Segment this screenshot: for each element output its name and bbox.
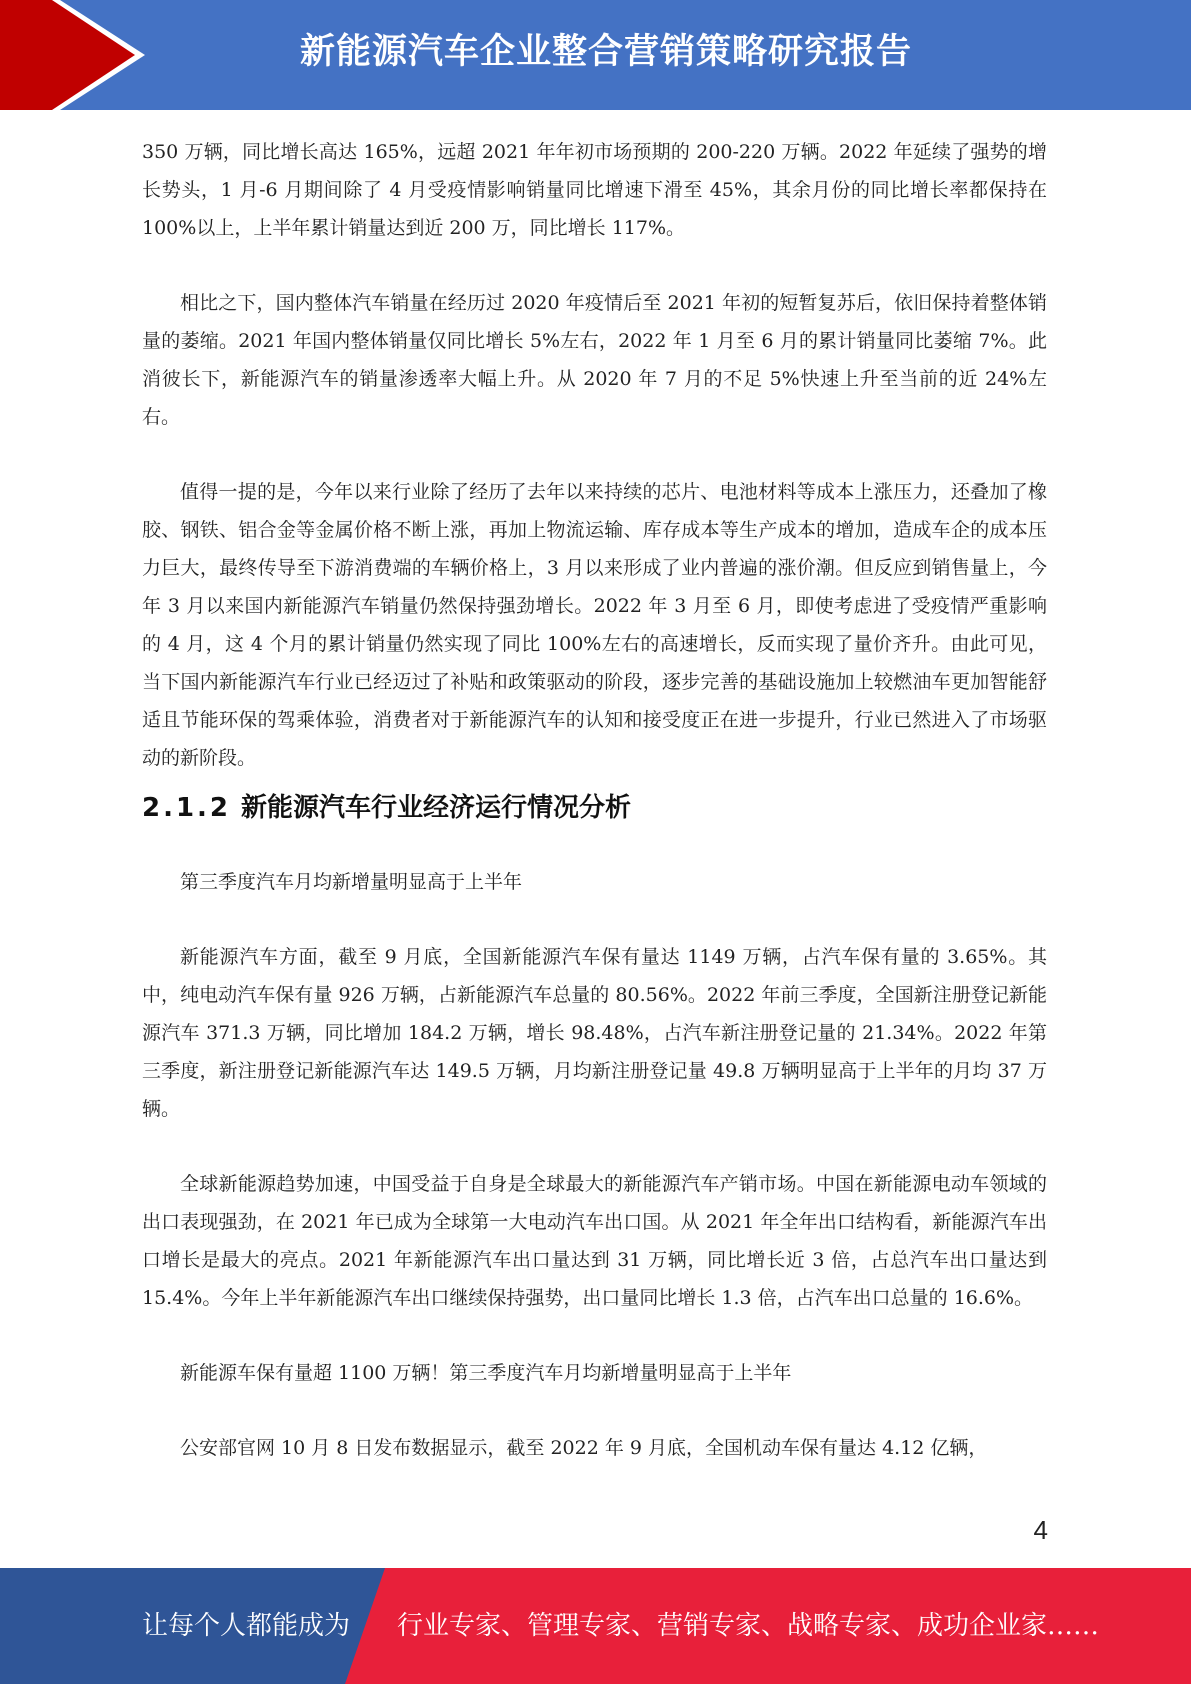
section-number: 2.1.2 xyxy=(142,793,232,823)
section-title: 新能源汽车行业经济运行情况分析 xyxy=(241,793,632,823)
footer-banner xyxy=(0,1568,1191,1684)
page-number: 4 xyxy=(1033,1515,1048,1545)
header-arrow-icon xyxy=(0,0,160,110)
paragraph: 350 万辆，同比增长高达 165%，远超 2021 年年初市场预期的 200-220 万辆。2022 年延续了强势的增长势头，1 月-6 月期间除了 4 月受疫情影响销量同比增速下滑至 45%，其余月份的同比增长率都保持在 100%以上，上半年累计销量达到近 200 万，同比增长 117%。 xyxy=(142,141,1047,239)
document-body xyxy=(142,133,1047,1467)
footer-slogan-left: 让每个人都能成为 xyxy=(142,1611,351,1641)
footer-slogan-right: 行业专家、管理专家、营销专家、战略专家、成功企业家…… xyxy=(397,1611,1100,1641)
paragraph: 新能源车保有量超 1100 万辆！第三季度汽车月均新增量明显高于上半年 xyxy=(180,1362,792,1384)
report-title: 新能源汽车企业整合营销策略研究报告 xyxy=(300,32,913,72)
paragraph: 全球新能源趋势加速，中国受益于自身是全球最大的新能源汽车产销市场。中国在新能源电动车领域的出口表现强劲，在 2021 年已成为全球第一大电动汽车出口国。从 2021 年全年出口结构看，新能源汽车出口增长是最大的亮点。2021 年新能源汽车出口量达到 31 万辆，同比增长近 3 倍，占总汽车出口量达到 15.4%。今年上半年新能源汽车出口继续保持强势，出口量同比增长 1.3 倍，占汽车出口总量的 16.6%。 xyxy=(142,1173,1047,1309)
section-heading xyxy=(142,777,1047,863)
header-banner xyxy=(0,0,1191,110)
paragraph: 值得一提的是，今年以来行业除了经历了去年以来持续的芯片、电池材料等成本上涨压力，还叠加了橡胶、钢铁、铝合金等金属价格不断上涨，再加上物流运输、库存成本等生产成本的增加，造成车企的成本压力巨大，最终传导至下游消费端的车辆价格上，3 月以来形成了业内普遍的涨价潮。但反应到销售量上，今年 3 月以来国内新能源汽车销量仍然保持强劲增长。2022 年 3 月至 6 月，即使考虑进了受疫情严重影响的 4 月，这 4 个月的累计销量仍然实现了同比 100%左右的高速增长，反而实现了量价齐升。由此可见，当下国内新能源汽车行业已经迈过了补贴和政策驱动的阶段，逐步完善的基础设施加上较燃油车更加智能舒适且节能环保的驾乘体验，消费者对于新能源汽车的认知和接受度正在进一步提升，行业已然进入了市场驱动的新阶段。 xyxy=(142,481,1047,769)
paragraph: 新能源汽车方面，截至 9 月底，全国新能源汽车保有量达 1149 万辆，占汽车保有量的 3.65%。其中，纯电动汽车保有量 926 万辆，占新能源汽车总量的 80.56%。2022 年前三季度，全国新注册登记新能源汽车 371.3 万辆，同比增加 184.2 万辆，增长 98.48%，占汽车新注册登记量的 21.34%。2022 年第三季度，新注册登记新能源汽车达 149.5 万辆，月均新注册登记量 49.8 万辆明显高于上半年的月均 37 万辆。 xyxy=(142,946,1047,1120)
paragraph: 公安部官网 10 月 8 日发布数据显示，截至 2022 年 9 月底，全国机动车保有量达 4.12 亿辆， xyxy=(180,1437,988,1459)
paragraph: 相比之下，国内整体汽车销量在经历过 2020 年疫情后至 2021 年初的短暂复苏后，依旧保持着整体销量的萎缩。2021 年国内整体销量仅同比增长 5%左右，2022 年 1 月至 6 月的累计销量同比萎缩 7%。此消彼长下，新能源汽车的销量渗透率大幅上升。从 2020 年 7 月的不足 5%快速上升至当前的近 24%左右。 xyxy=(142,292,1047,428)
paragraph: 第三季度汽车月均新增量明显高于上半年 xyxy=(180,871,523,893)
